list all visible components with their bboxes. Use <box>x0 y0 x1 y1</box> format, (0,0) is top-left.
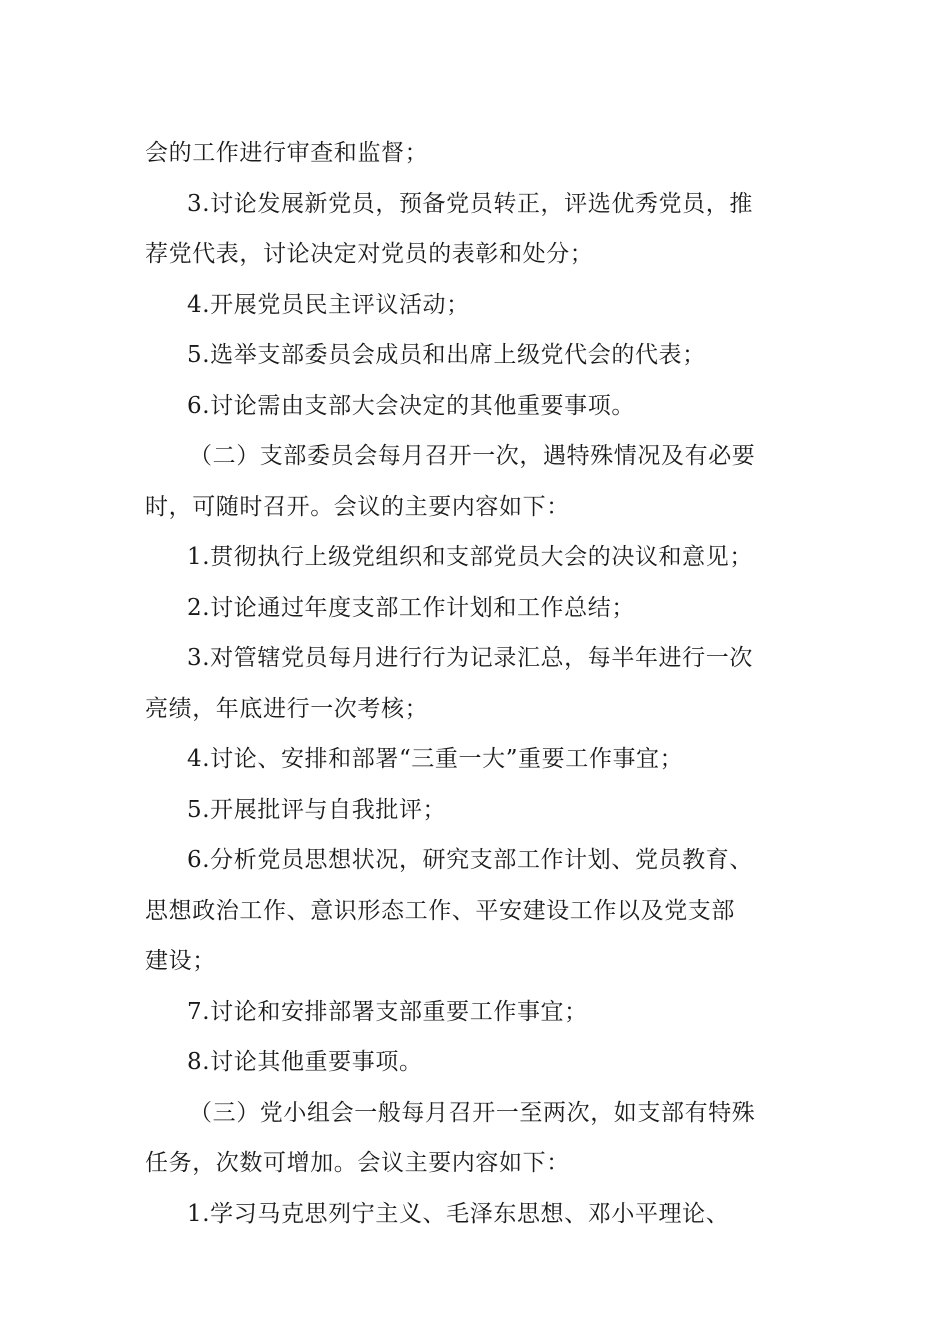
text-line: 会的工作进行审查和监督； <box>145 140 429 166</box>
text-line: 建设； <box>145 948 216 974</box>
text-line: 3.对管辖党员每月进行行为记录汇总，每半年进行一次 <box>187 645 753 671</box>
text-line: 4.开展党员民主评议活动； <box>187 291 470 318</box>
text-line: 时，可随时召开。会议的主要内容如下： <box>145 493 570 520</box>
text-line: 1.学习马克思列宁主义、毛泽东思想、邓小平理论、 <box>187 1200 730 1227</box>
text-line: 3.讨论发展新党员，预备党员转正，评选优秀党员，推 <box>187 190 753 217</box>
text-line: 5.开展批评与自我批评； <box>187 796 447 823</box>
text-line: 2.讨论通过年度支部工作计划和工作总结； <box>187 594 635 621</box>
text-line: 7.讨论和安排部署支部重要工作事宜； <box>187 998 588 1025</box>
text-line: 6.讨论需由支部大会决定的其他重要事项。 <box>187 392 635 419</box>
text-line: 6.分析党员思想状况，研究支部工作计划、党员教育、 <box>187 847 753 873</box>
document-body <box>145 128 810 1239</box>
text-line: 亮绩，年底进行一次考核； <box>145 695 429 722</box>
text-line: 5.选举支部委员会成员和出席上级党代会的代表； <box>187 342 706 368</box>
text-line: 任务，次数可增加。会议主要内容如下： <box>145 1150 570 1176</box>
section-heading-line: （二）支部委员会每月召开一次，遇特殊情况及有必要 <box>189 443 756 469</box>
text-line: 4.讨论、安排和部署“三重一大”重要工作事宜； <box>187 746 684 772</box>
text-line: 1.贯彻执行上级党组织和支部党员大会的决议和意见； <box>187 544 753 570</box>
text-line: 8.讨论其他重要事项。 <box>187 1049 423 1075</box>
text-line: 思想政治工作、意识形态工作、平安建设工作以及党支部 <box>145 897 735 924</box>
text-line: 荐党代表，讨论决定对党员的表彰和处分； <box>145 241 594 267</box>
section-heading-line: （三）党小组会一般每月召开一至两次，如支部有特殊 <box>189 1099 756 1126</box>
